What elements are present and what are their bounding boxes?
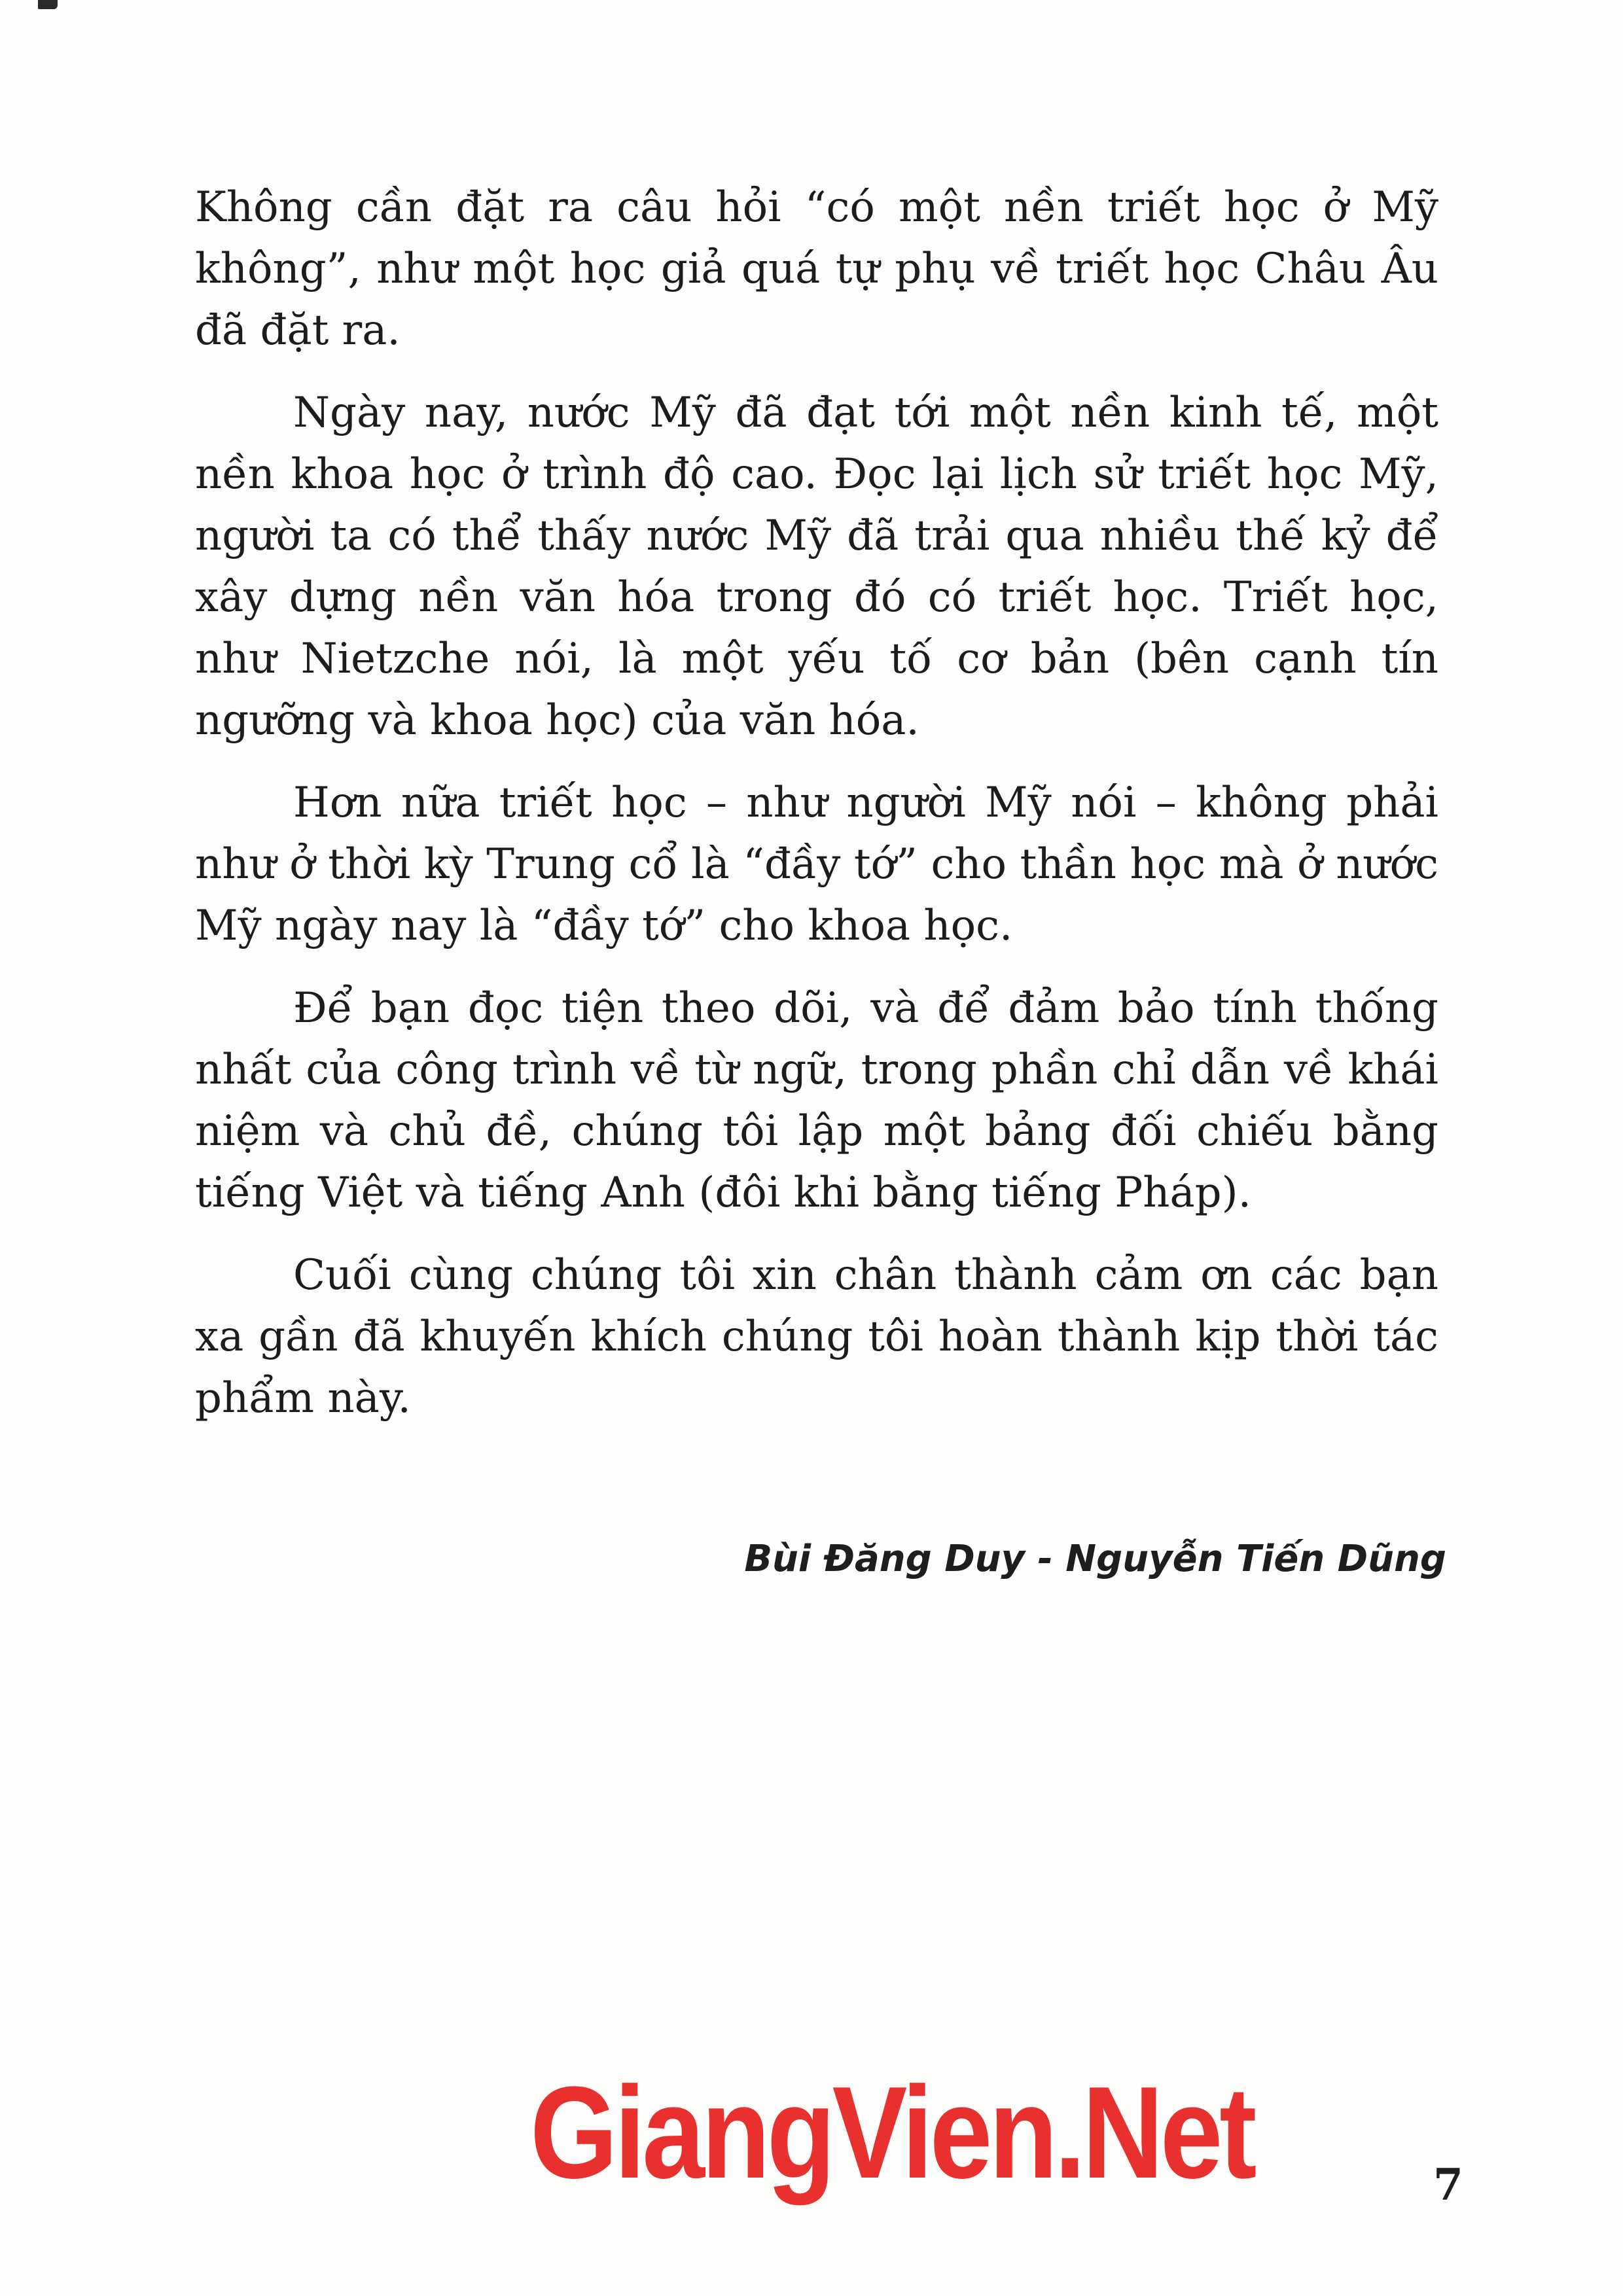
paragraph-1: Không cần đặt ra câu hỏi “có một nền triết học ở Mỹ không”, như một học giả quá tự phụ về triết học Châu Âu đã đặt ra. (195, 183, 1438, 355)
author-signature: Bùi Đăng Duy - Nguyễn Tiến Dũng (744, 1538, 1446, 1580)
paragraph-5: Cuối cùng chúng tôi xin chân thành cảm ơn các bạn xa gần đã khuyến khích chúng tôi hoàn thành kịp thời tác phẩm này. (195, 1251, 1438, 1422)
page-number: 7 (1433, 2159, 1463, 2210)
page-body (195, 177, 1438, 1450)
paragraph-4: Để bạn đọc tiện theo dõi, và để đảm bảo tính thống nhất của công trình về từ ngữ, trong phần chỉ dẫn về khái niệm và chủ đề, chúng tôi lập một bảng đối chiếu bằng tiếng Việt và tiếng Anh (đôi khi bằng tiếng Pháp). (195, 984, 1438, 1217)
corner-scan-mark (38, 0, 58, 9)
paragraph-2: Ngày nay, nước Mỹ đã đạt tới một nền kinh tế, một nền khoa học ở trình độ cao. Đọc lại lịch sử triết học Mỹ, người ta có thể thấy nước Mỹ đã trải qua nhiều thế kỷ để xây dựng nền văn hóa trong đó có triết học. Triết học, như Nietzche nói, là một yếu tố cơ bản (bên cạnh tín ngưỡng và khoa học) của văn hóa. (195, 389, 1438, 745)
site-watermark: GiangVien.Net (530, 2060, 1254, 2206)
paragraph-3: Hơn nữa triết học – như người Mỹ nói – không phải như ở thời kỳ Trung cổ là “đầy tớ” cho thần học mà ở nước Mỹ ngày nay là “đầy tớ” cho khoa học. (195, 779, 1438, 950)
